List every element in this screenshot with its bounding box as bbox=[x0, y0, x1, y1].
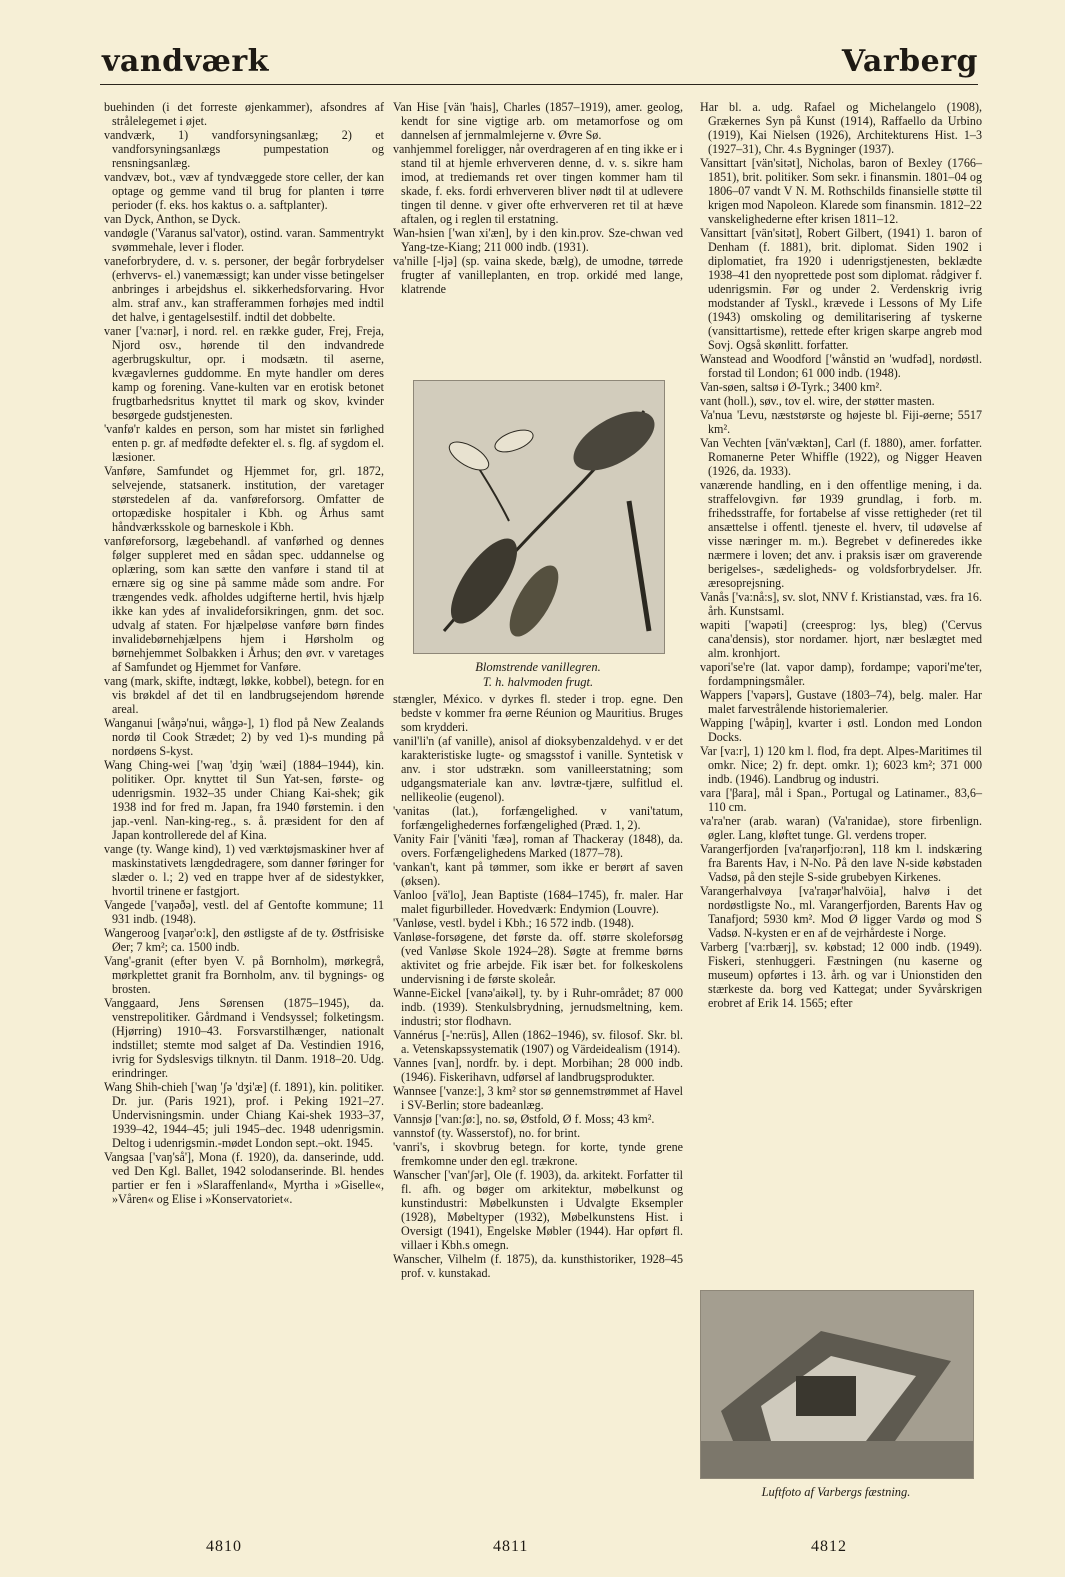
dictionary-entry: Wan-hsien ['wan xi'æn], by i den kin.prov. Sze-chwan ved Yang-tze-Kiang; 211 000 indb. (1931). bbox=[393, 226, 683, 254]
page-number-left: 4810 bbox=[206, 1538, 242, 1555]
dictionary-entry: vandvæv, bot., væv af tyndvæggede store celler, der kan optage og gemme vand til brug for planten i tørre perioder (f. eks. hos kaktus o. a. saftplanter). bbox=[104, 170, 384, 212]
column-1 bbox=[104, 100, 384, 1206]
dictionary-entry: Varangerhalvøya [va'raŋər'halvöia], halvø i det nordøstligste No., ml. Varangerfjorden, Barents Hav og Tanafjord; 5930 km². Mod Ø ligger Vardø og mod S Vadsø. N-kysten er en af de vejrhårdeste i Norge. bbox=[700, 884, 982, 940]
dictionary-entry: Wapping ['wåpiŋ], kvarter i østl. London med London Docks. bbox=[700, 716, 982, 744]
vanilla-caption bbox=[413, 660, 663, 690]
dictionary-entry: Var [va:r], 1) 120 km l. flod, fra dept. Alpes-Maritimes til omkr. Nice; 2) fr. dept. omkr. 1); 6023 km²; 371 000 indb. (1946). Landbrug og industri. bbox=[700, 744, 982, 786]
dictionary-entry: Varberg ['va:rbærj], sv. købstad; 12 000 indb. (1949). Fiskeri, stenhuggeri. Fæstningen (nu kaserne og museum) opførtes i 13. årh. og var i Unionstiden den stærkeste da. borg ved Kattegat; under Syvårskrigen erobret af Erik 14. 1565; efter bbox=[700, 940, 982, 1010]
page-header bbox=[100, 40, 978, 85]
dictionary-entry: Va'nua 'Levu, næststørste og højeste bl. Fiji-øerne; 5517 km². bbox=[700, 408, 982, 436]
dictionary-entry: vange (ty. Wange kind), 1) ved værktøjsmaskiner hver af maskinstativets længdedragere, som danner føringer for slæder o. l.; 2) ved en trappe hver af de sidestykker, hvortil trinene er fastgjort. bbox=[104, 842, 384, 898]
dictionary-entry: Vanggaard, Jens Sørensen (1875–1945), da. venstrepolitiker. Gårdmand i Vendsyssel; folketingsm. (Hjørring) 1910–43. Forsvarstilhænger, nationalt indstillet; stemte mod salget af Da. Vestindien 1916, ivrig for Sydslesvigs tilknytn. til Danm. 1918–20. Udg. erindringer. bbox=[104, 996, 384, 1080]
dictionary-entry: Van Vechten [vän'væktən], Carl (f. 1880), amer. forfatter. Romanerne Peter Whiffle (1922), og Nigger Heaven (1926, da. 1933). bbox=[700, 436, 982, 478]
vanilla-drawing bbox=[414, 381, 664, 653]
dictionary-entry: Van Hise [vän 'hais], Charles (1857–1919), amer. geolog, kendt for sine vigtige arb. om metamorfose og om dannelsen af jernmalmlejerne v. Øvre Sø. bbox=[393, 100, 683, 142]
dictionary-entry: Vanås ['va:nå:s], sv. slot, NNV f. Kristianstad, væs. fra 16. årh. Kunstsaml. bbox=[700, 590, 982, 618]
dictionary-entry: Wangeroog [vaŋər'o:k], den østligste af de ty. Østfrisiske Øer; 7 km²; ca. 1500 indb. bbox=[104, 926, 384, 954]
dictionary-entry: Vanføre, Samfundet og Hjemmet for, grl. 1872, selvejende, statsanerk. institution, der varetager størstedelen af da. vanføreforsorg. Omfatter de ortopædiske hospitaler i Kbh. og Århus samt håndværksskole og barneskole i Kbh. bbox=[104, 464, 384, 534]
vanilla-caption-line-2: T. h. halvmoden frugt. bbox=[482, 675, 594, 689]
dictionary-entry: Vangsaa ['vaŋ'så'], Mona (f. 1920), da. danserinde, udd. ved Den Kgl. Ballet, 1942 solodanserinde. Bl. hendes partier er fen i »Slaraffenland«, Myrtha i »Giselle«, »Våren« og Elise i »Konservatoriet«. bbox=[104, 1150, 384, 1206]
dictionary-entry: stængler, México. v dyrkes fl. steder i trop. egne. Den bedste v kommer fra øerne Réunion og Mauritius. Bruges som krydderi. bbox=[393, 692, 683, 734]
dictionary-entry: Vansittart [vän'sitət], Nicholas, baron of Bexley (1766–1851), brit. politiker. Som sekr. i finansmin. 1801–04 og 1806–07 vandt V N. M. Rothschilds finansielle støtte til krigen mod Napoleon. Klarede som finansmin. 1812–22 vanskelighederne efter krisen 1811–12. bbox=[700, 156, 982, 226]
dictionary-entry: 'Vanløse, vestl. bydel i Kbh.; 16 572 indb. (1948). bbox=[393, 916, 635, 930]
vanilla-caption-line-1: Blomstrende vanillegren. bbox=[475, 660, 601, 674]
dictionary-entry: 'vanfø'r kaldes en person, som har mistet sin førlighed enten p. gr. af medfødte defekter el. s. flg. af sygdom el. læsioner. bbox=[104, 422, 384, 464]
dictionary-entry: Wannsee ['vanze:], 3 km² stor sø gennemstrømmet af Havel i SV-Berlin; store badeanlæg. bbox=[393, 1084, 683, 1112]
dictionary-entry: vandværk, 1) vandforsyningsanlæg; 2) et vandforsyningsanlægs pumpestation og rensningsanlæg. bbox=[104, 128, 384, 170]
dictionary-entry: vang (mark, skifte, indtægt, løkke, kobbel), betegn. for en vis brøkdel af det til en landbrugsejendom hørende areal. bbox=[104, 674, 384, 716]
column-2-lower bbox=[393, 692, 683, 1280]
dictionary-entry: Vanloo [vä'lo], Jean Baptiste (1684–1745), fr. maler. Har malet figurbilleder. Hovedværk: Endymion (Louvre). bbox=[393, 888, 683, 916]
varberg-photo-drawing bbox=[701, 1291, 973, 1478]
dictionary-entry: buehinden (i det forreste øjenkammer), afsondres af strålelegemet i øjet. bbox=[104, 100, 384, 128]
dictionary-entry: Wang Shih-chieh ['waŋ 'ʃə 'dʒi'æ] (f. 1891), kin. politiker. Dr. jur. (Paris 1921), prof. i Peking 1921–27. Undervisningsmin. under Chiang Kai-shek 1933–37, 1939–42, 1944–45; juli 1945–dec. 1948 udenrigsmin. Deltog i udenrigsmin.-mødet London sept.–okt. 1945. bbox=[104, 1080, 384, 1150]
dictionary-entry: Vansittart [vän'sitət], Robert Gilbert, (1941) 1. baron of Denham (f. 1881), brit. diplomat. Siden 1902 i diplomatiet, fra 1920 i udenrigstjenesten, beklædte 1938–41 den nyoprettede post som diplomat. rådgiver f. udenrigsmin. Før og under 2. Verdenskrig ivrig modstander af Tyskl., krævede i Lessons of My Life (1943) omskoling og demilitarisering af tyskerne (vansittartisme), rettede efter krigen skarpe angreb mod Sovj. Også skønlitt. forfatter. bbox=[700, 226, 982, 352]
dictionary-entry: Vannérus [-'ne:rüs], Allen (1862–1946), sv. filosof. Skr. bl. a. Vetenskapssystematik (1907) og Värdeidealism (1914). bbox=[393, 1028, 683, 1056]
dictionary-entry: Wanscher ['van'ʃər], Ole (f. 1903), da. arkitekt. Forfatter til fl. afh. og bøger om arkitektur, møbelkunst og kunstindustri: Møbelkunsten i Udvalgte Eksempler (1928), Møbeltyper (1932), Møbelkunstens Hist. i Oversigt (1941), Engelske Møbler (1944). Har opført fl. villaer i Kbh.s omegn. bbox=[393, 1168, 683, 1252]
page-number-middle: 4811 bbox=[493, 1538, 529, 1555]
dictionary-entry: Wanganui [wåŋə'nui, wåŋgə-], 1) flod på New Zealands nordø til Cook Strædet; 2) by ved 1)-s munding på nordøens S-kyst. bbox=[104, 716, 384, 758]
dictionary-entry: Vangede ['vaŋəðə], vestl. del af Gentofte kommune; 11 931 indb. (1948). bbox=[104, 898, 384, 926]
dictionary-entry: vapori'se're (lat. vapor damp), fordampe; vapori'me'ter, fordampningsmåler. bbox=[700, 660, 982, 688]
dictionary-entry: Vang'-granit (efter byen V. på Bornholm), mørkegrå, mørkplettet granit fra Bornholm, anv. til bygnings- og brosten. bbox=[104, 954, 384, 996]
dictionary-entry: Wang Ching-wei ['waŋ 'dʒiŋ 'wæi] (1884–1944), kin. politiker. Opr. knyttet til Sun Yat-sen, første- og udenrigsmin. 1932–35 under Chiang Kai-shek; gik 1938 ind for fred m. Japan, fra 1940 førstemin. i den jap.-venl. Nan-king-reg., s. å. præsident for den af Japan kontrollerede del af Kina. bbox=[104, 758, 384, 842]
dictionary-entry: vara ['βara], mål i Span., Portugal og Latinamer., 83,6–110 cm. bbox=[700, 786, 982, 814]
dictionary-entry: Vannsjø ['van:ʃø:], no. sø, Østfold, Ø f. Moss; 43 km². bbox=[393, 1112, 655, 1126]
dictionary-entry: Vanity Fair ['väniti 'fæə], roman af Thackeray (1848), da. overs. Forfængelighedens Marked (1877–78). bbox=[393, 832, 683, 860]
dictionary-entry: vanærende handling, en i den offentlige mening, i da. straffelovgivn. før 1939 grundlag, i forb. m. frihedsstraffe, for fortabelse af visse rettigheder (ret til ansættelse i offentl. tjeneste el. hverv, til udøvelse af visse næringer m. m.). Begrebet v defineredes ikke nærmere i loven; det anv. i praksis især om graverende berigelses-, sædeligheds- og voldsforbrydelser. Jfr. æresoprejsning. bbox=[700, 478, 982, 590]
dictionary-entry: Har bl. a. udg. Rafael og Michelangelo (1908), Grækernes Syn på Kunst (1914), Raffaello da Urbino (1919), Kai Nielsen (1926), Architekturens Hist. 1–3 (1927–31), Chr. 4.s Bygninger (1937). bbox=[700, 100, 982, 156]
dictionary-entry: va'ra'ner (arab. waran) (Va'ranidae), store firbenlign. øgler. Lang, kløftet tunge. Gl. verdens troper. bbox=[700, 814, 982, 842]
column-2 bbox=[393, 100, 683, 296]
dictionary-entry: vandøgle ('Varanus sal'vator), ostind. varan. Sammentrykt svømmehale, lever i floder. bbox=[104, 226, 384, 254]
dictionary-entry: vanføreforsorg, lægebehandl. af vanførhed og dennes følger suppleret med en sådan spec. uddannelse og oplæring, som kan sætte den vanføre i stand til at ernære sig og sine på samme måde som andre. For trængendes vedk. afholdes udgifterne hertil, hvis hjælp ikke kan ydes af invalideforsikringen, gnm. det soc. udvalg af staten. For hjælpeløse vanføre børn findes invalidebørnehjælpens hjem i Hørsholm og børnehjemmet Solbakken i Århus; den øvr. v varetages af Samfundet og Hjemmet for Vanføre. bbox=[104, 534, 384, 674]
dictionary-entry: Vanløse-forsøgene, det første da. off. større skoleforsøg (ved Vanløse Skole 1924–28). Søgte at fremme børns aktivitet og frie arbejde. Fik især bet. for folkeskolens undervisning i de første skoleår. bbox=[393, 930, 683, 986]
dictionary-entry: vant (holl.), søv., tov el. wire, der støtter masten. bbox=[700, 394, 935, 408]
dictionary-entry: Van-søen, saltsø i Ø-Tyrk.; 3400 km². bbox=[700, 380, 883, 394]
varberg-caption: Luftfoto af Varbergs fæstning. bbox=[761, 1485, 911, 1499]
dictionary-entry: Vannes [van], nordfr. by. i dept. Morbihan; 28 000 indb. (1946). Fiskerihavn, udførsel af landbrugsprodukter. bbox=[393, 1056, 683, 1084]
dictionary-entry: vannstof (ty. Wasserstof), no. for brint. bbox=[393, 1126, 581, 1140]
header-left-guideword: vandværk bbox=[102, 44, 269, 79]
dictionary-entry: 'vanitas (lat.), forfængelighed. v vani'tatum, forfængelighedernes forfængelighed (Præd. 1, 2). bbox=[393, 804, 683, 832]
page-number-right: 4812 bbox=[811, 1538, 847, 1555]
dictionary-entry: Varangerfjorden [va'raŋərfjo:rən], 118 km l. indskæring fra Barents Hav, i N-No. På den lave N-side købstaden Vadsø, på den stejle S-side grubebyen Kirkenes. bbox=[700, 842, 982, 884]
dictionary-entry: Wanscher, Vilhelm (f. 1875), da. kunsthistoriker, 1928–45 prof. v. kunstakad. bbox=[393, 1252, 683, 1280]
dictionary-entry: vanhjemmel foreligger, når overdrageren af en ting ikke er i stand til at hjemle erhververen denne, d. v. s. sikre ham imod, at trediemands ret over tingen kommer ham til skade, f. eks. fordi erhververen bliver nødt til at udlevere tingen til denne. v giver ofte erhververen ret til at hæve aftalen, og i reglen til erstatning. bbox=[393, 142, 683, 226]
dictionary-entry: van Dyck, Anthon, se Dyck. bbox=[104, 212, 241, 226]
column-3 bbox=[700, 100, 982, 1010]
dictionary-entry: 'vankan't, kant på tømmer, som ikke er berørt af saven (øksen). bbox=[393, 860, 683, 888]
dictionary-entry: vaner ['va:nər], i nord. rel. en række guder, Frej, Freja, Njord osv., hørende til den indvandrede agerbrugskultur, opr. i modsætn. til aserne, kvægavlernes guddomme. En myte handler om deres kamp og forening. Vane-kulten var en erotisk betonet frugtbarhedsritus knyttet til mark og skov, kvinder besørgede gudstjenesten. bbox=[104, 324, 384, 422]
dictionary-entry: wapiti ['wapəti] (creesprog: lys, bleg) ('Cervus cana'densis), stor nordamer. hjort, nær beslægtet med alm. kronhjort. bbox=[700, 618, 982, 660]
dictionary-entry: vaneforbrydere, d. v. s. personer, der begår forbrydelser (erhvervs- el.) vanemæssigt; kan under visse betingelser anbringes i arbejdshus el. sikkerhedsforvaring. Hvor alm. straf anv., kan strafferammen forhøjes med indtil det halve, i gentagelsestilf. indtil det dobbelte. bbox=[104, 254, 384, 324]
dictionary-entry: Wanne-Eickel [vanə'aikəl], ty. by i Ruhr-området; 87 000 indb. (1939). Stenkulsbrydning, jernudsmeltning, kem. industri; stor flodhavn. bbox=[393, 986, 683, 1028]
varberg-aerial-photo bbox=[700, 1290, 974, 1479]
dictionary-entry: va'nille [-ljə] (sp. vaina skede, bælg), de umodne, tørrede frugter af vanilleplanten, en trop. orkidé med lange, klatrende bbox=[393, 254, 683, 296]
vanilla-illustration bbox=[413, 380, 665, 654]
dictionary-entry: vanil'li'n (af vanille), anisol af dioksybenzaldehyd. v er det karakteristiske lugte- og smagsstof i vanille. Syntetisk v anv. i stor udstrækn. som vanilleerstatning; som udgangsmateriale kan anv. løvtræ-tjære, sulfitlud el. nellikeolie (eugenol). bbox=[393, 734, 683, 804]
dictionary-entry: Wanstead and Woodford ['wånstid ən 'wudfəd], nordøstl. forstad til London; 61 000 indb. (1948). bbox=[700, 352, 982, 380]
dictionary-entry: Wappers ['vapərs], Gustave (1803–74), belg. maler. Har malet farvestrålende historiemalerier. bbox=[700, 688, 982, 716]
dictionary-entry: 'vanri's, i skovbrug betegn. for korte, tynde grene fremkomne under den egl. trækrone. bbox=[393, 1140, 683, 1168]
header-right-guideword: Varberg bbox=[841, 44, 978, 79]
